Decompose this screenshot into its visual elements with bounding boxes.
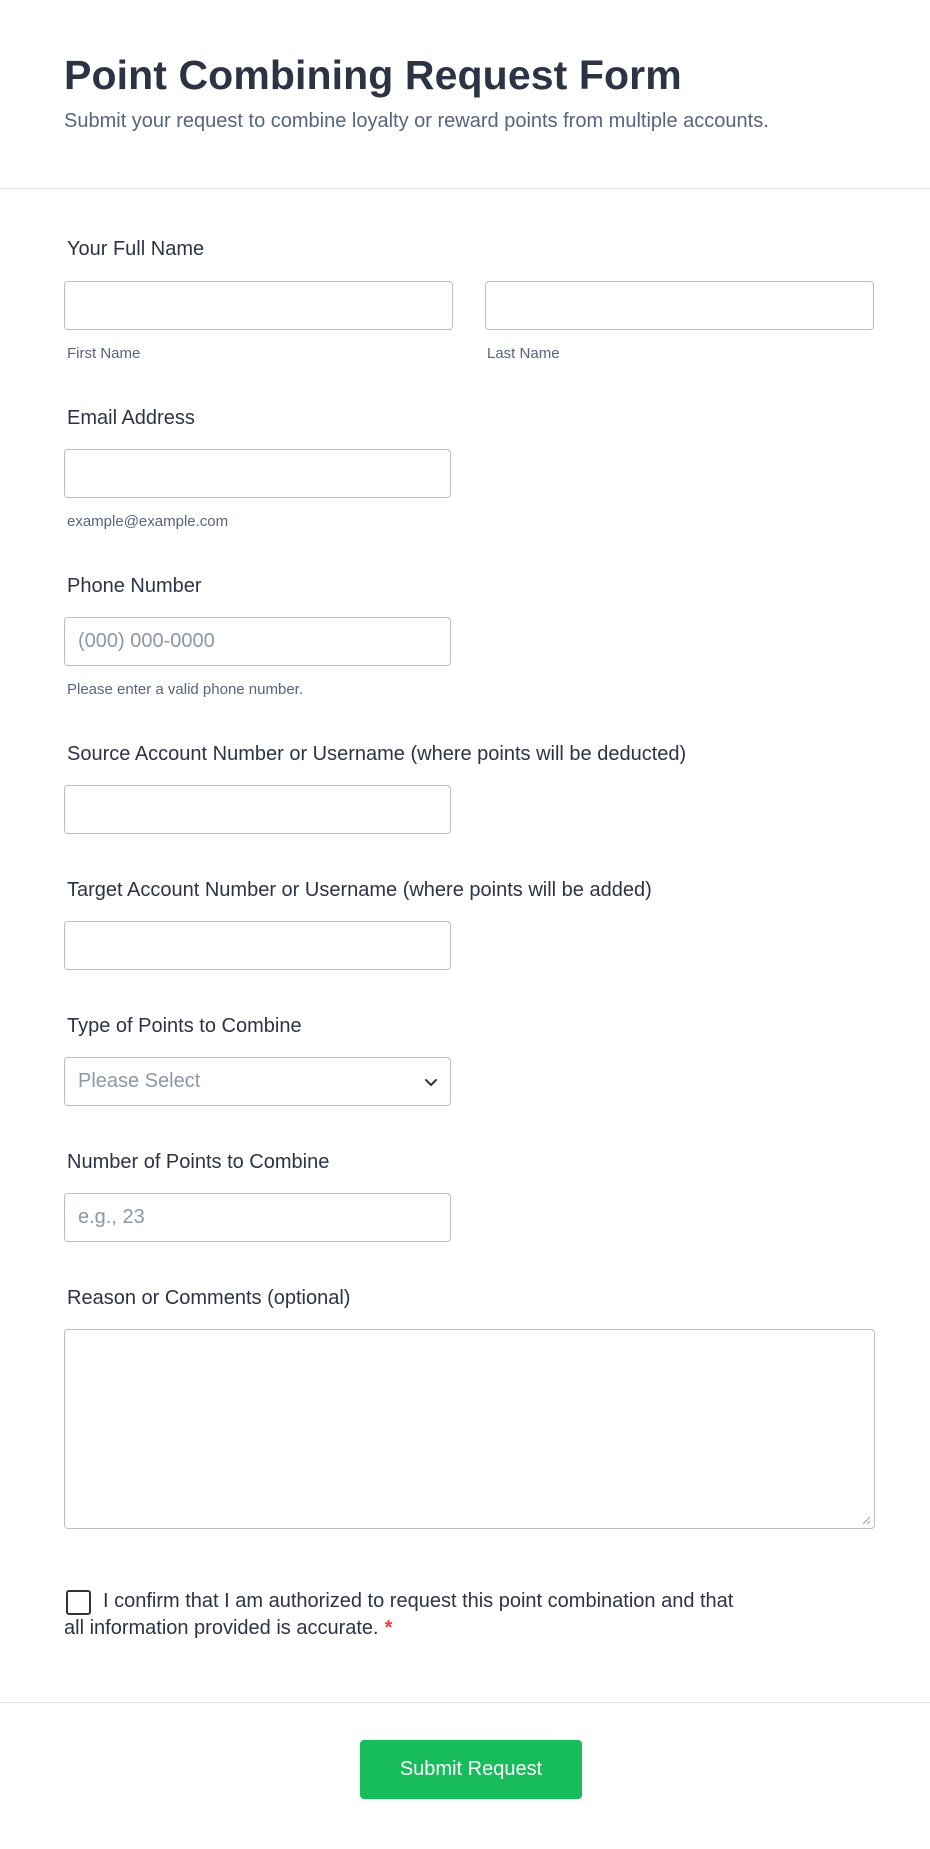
- last-name-input[interactable]: [485, 281, 874, 330]
- email-label: Email Address: [67, 407, 195, 429]
- submit-button[interactable]: Submit Request: [360, 1740, 582, 1799]
- email-sublabel: example@example.com: [67, 513, 229, 530]
- consent-text-line1: I confirm that I am authorized to request this point combination and that: [103, 1590, 734, 1612]
- consent-text-line2-wrapper: [64, 1617, 392, 1640]
- points-number-input[interactable]: [64, 1193, 451, 1242]
- full-name-label: Your Full Name: [67, 238, 205, 260]
- last-name-sublabel: Last Name: [487, 345, 560, 362]
- points-type-selected-value: Please Select: [78, 1070, 201, 1092]
- phone-input[interactable]: [64, 617, 451, 666]
- email-input[interactable]: [64, 449, 451, 498]
- source-account-input[interactable]: [64, 785, 451, 834]
- target-account-input[interactable]: [64, 921, 451, 970]
- page-title: Point Combining Request Form: [64, 52, 682, 98]
- phone-label: Phone Number: [67, 575, 202, 597]
- points-number-label: Number of Points to Combine: [67, 1151, 330, 1173]
- consent-checkbox[interactable]: [66, 1590, 91, 1615]
- phone-sublabel: Please enter a valid phone number.: [67, 681, 303, 698]
- points-type-select[interactable]: [64, 1057, 451, 1106]
- chevron-down-icon: [423, 1074, 439, 1090]
- first-name-sublabel: First Name: [67, 345, 141, 362]
- form-header: [0, 0, 930, 189]
- resize-grip-icon[interactable]: [861, 1515, 871, 1525]
- points-type-label: Type of Points to Combine: [67, 1015, 302, 1037]
- page-subtitle: Submit your request to combine loyalty or reward points from multiple accounts.: [64, 110, 769, 132]
- target-account-label: Target Account Number or Username (where points will be added): [67, 879, 652, 901]
- source-account-label: Source Account Number or Username (where points will be deducted): [67, 743, 687, 765]
- footer-divider: [0, 1702, 930, 1703]
- required-asterisk: *: [384, 1617, 393, 1639]
- first-name-input[interactable]: [64, 281, 453, 330]
- comments-textarea[interactable]: [64, 1329, 875, 1529]
- comments-label: Reason or Comments (optional): [67, 1287, 351, 1309]
- consent-text-line2: all information provided is accurate.: [64, 1617, 379, 1639]
